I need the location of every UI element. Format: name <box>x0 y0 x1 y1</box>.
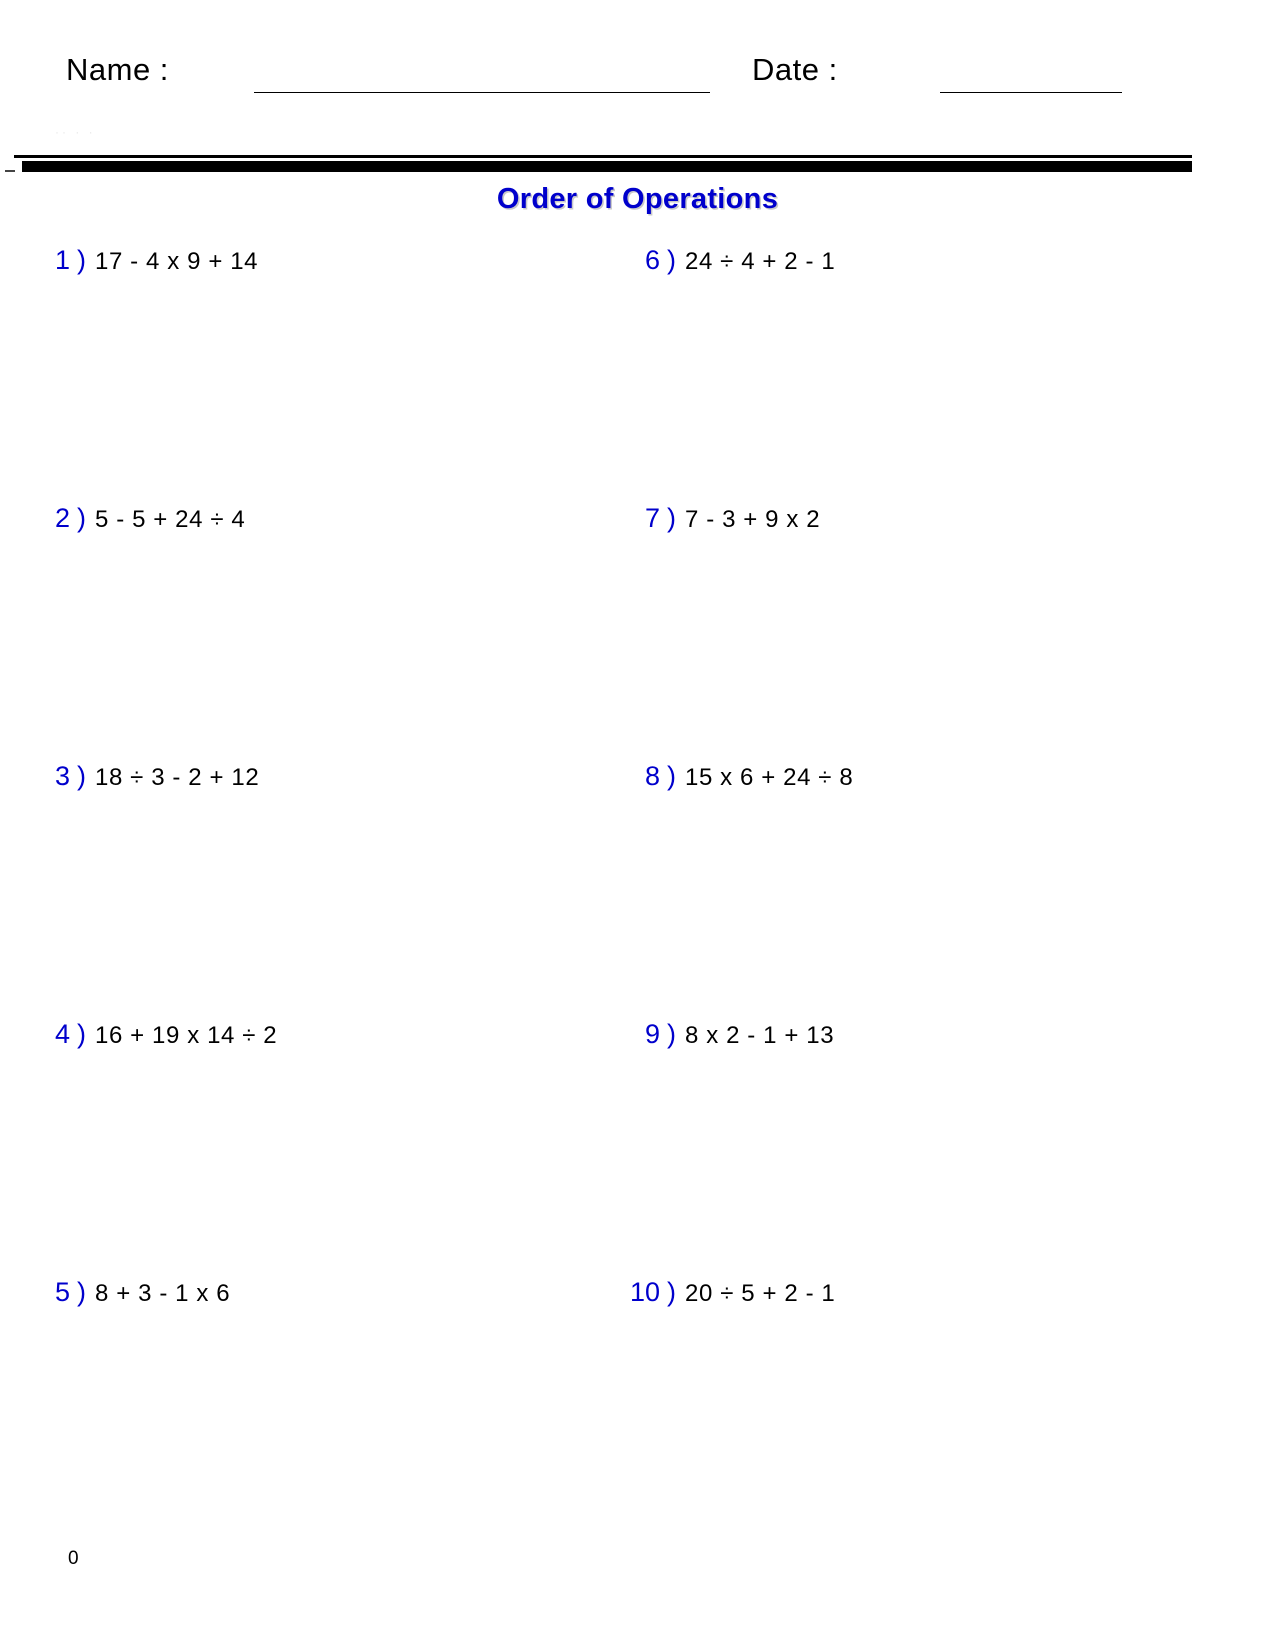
left-margin-tick <box>5 170 15 172</box>
page-number: 0 <box>68 1548 79 1569</box>
problem-row <box>0 1277 1275 1535</box>
date-label: Date : <box>752 52 838 87</box>
date-write-line[interactable] <box>940 92 1122 93</box>
problem-number: 9 <box>644 1019 660 1049</box>
problem-item-3 <box>40 761 259 792</box>
problem-paren: ) <box>77 503 86 533</box>
problem-paren: ) <box>77 245 86 275</box>
problem-number: 3 <box>54 761 70 791</box>
problem-item-8 <box>630 761 853 792</box>
problem-number: 5 <box>54 1277 70 1307</box>
problem-paren: ) <box>77 1019 86 1049</box>
problem-number: 8 <box>644 761 660 791</box>
problem-item-9 <box>630 1019 834 1050</box>
name-label: Name : <box>66 52 169 87</box>
problem-paren: ) <box>667 245 676 275</box>
name-write-line[interactable] <box>254 92 710 93</box>
problem-row <box>0 1019 1275 1277</box>
problem-row <box>0 503 1275 761</box>
problem-row <box>0 245 1275 503</box>
problem-expression: 17 - 4 x 9 + 14 <box>95 248 259 275</box>
problem-expression: 20 ÷ 5 + 2 - 1 <box>685 1280 836 1307</box>
problem-grid <box>0 245 1275 1535</box>
problem-paren: ) <box>77 761 86 791</box>
problem-expression: 8 + 3 - 1 x 6 <box>95 1280 231 1307</box>
problem-item-10 <box>630 1277 835 1308</box>
divider-thick <box>22 161 1192 172</box>
page-title: Order of Operations <box>496 183 779 215</box>
problem-paren: ) <box>667 1277 677 1307</box>
problem-row <box>0 761 1275 1019</box>
problem-expression: 5 - 5 + 24 ÷ 4 <box>95 506 246 533</box>
problem-item-1 <box>40 245 258 276</box>
problem-number: 2 <box>54 503 70 533</box>
problem-expression: 16 + 19 x 14 ÷ 2 <box>95 1022 278 1049</box>
problem-paren: ) <box>667 761 676 791</box>
problem-item-2 <box>40 503 245 534</box>
problem-expression: 15 x 6 + 24 ÷ 8 <box>685 764 854 791</box>
problem-number: 6 <box>644 245 660 275</box>
faint-watermark-text: ·· · · <box>55 125 96 139</box>
problem-item-4 <box>40 1019 277 1050</box>
problem-item-6 <box>630 245 835 276</box>
problem-expression: 8 x 2 - 1 + 13 <box>685 1022 835 1049</box>
problem-expression: 18 ÷ 3 - 2 + 12 <box>95 764 260 791</box>
divider-thin <box>14 155 1192 158</box>
problem-number: 10 <box>630 1277 661 1307</box>
problem-number: 1 <box>54 245 70 275</box>
problem-number: 4 <box>54 1019 70 1049</box>
problem-paren: ) <box>667 503 676 533</box>
worksheet-header <box>0 52 1275 108</box>
problem-paren: ) <box>77 1277 86 1307</box>
problem-expression: 24 ÷ 4 + 2 - 1 <box>685 248 836 275</box>
problem-item-5 <box>40 1277 230 1308</box>
problem-number: 7 <box>644 503 660 533</box>
problem-paren: ) <box>667 1019 676 1049</box>
problem-item-7 <box>630 503 820 534</box>
problem-expression: 7 - 3 + 9 x 2 <box>685 506 821 533</box>
